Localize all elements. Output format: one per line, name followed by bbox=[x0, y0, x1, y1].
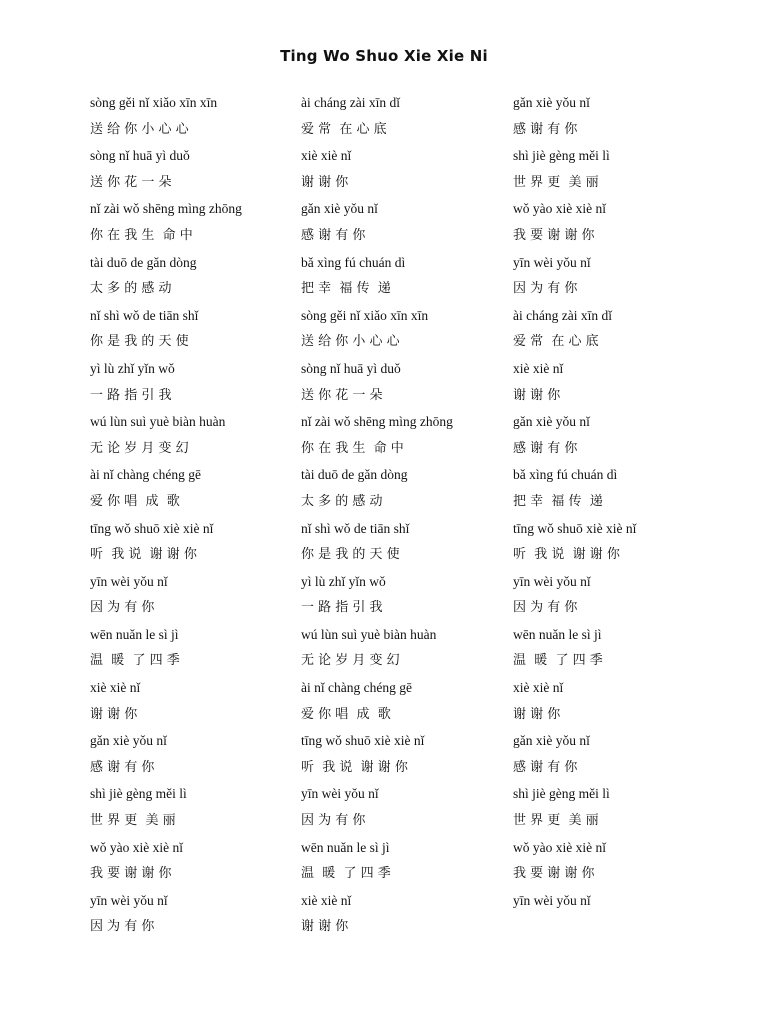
hanzi-line: 爱 常 在 心 底 bbox=[513, 334, 599, 350]
pinyin-line: shì jiè gèng měi lì bbox=[513, 148, 610, 164]
pinyin-line: sòng nǐ huā yì duǒ bbox=[301, 360, 401, 376]
hanzi-line: 因 为 有 你 bbox=[513, 281, 578, 297]
hanzi-line: 太 多 的 感 动 bbox=[301, 493, 383, 509]
pinyin-line: wēn nuǎn le sì jì bbox=[90, 626, 179, 642]
hanzi-line: 爱 常 在 心 底 bbox=[301, 121, 387, 137]
hanzi-line: 送 你 花 一 朵 bbox=[90, 174, 172, 190]
hanzi-line: 把 幸 福 传 递 bbox=[301, 281, 391, 297]
hanzi-line: 温 暖 了 四 季 bbox=[513, 653, 603, 669]
hanzi-line: 世 界 更 美 丽 bbox=[513, 813, 599, 829]
hanzi-line: 因 为 有 你 bbox=[513, 600, 578, 616]
hanzi-line: 我 要 谢 谢 你 bbox=[513, 227, 595, 243]
pinyin-line: gǎn xiè yǒu nǐ bbox=[301, 201, 378, 217]
pinyin-line: shì jiè gèng měi lì bbox=[513, 786, 610, 802]
hanzi-line: 爱 你 唱 成 歌 bbox=[301, 706, 391, 722]
hanzi-line: 一 路 指 引 我 bbox=[301, 600, 383, 616]
hanzi-line: 我 要 谢 谢 你 bbox=[90, 866, 172, 882]
pinyin-line: wú lùn suì yuè biàn huàn bbox=[301, 626, 437, 642]
hanzi-line: 谢 谢 你 bbox=[301, 919, 349, 935]
lyrics-column-2 bbox=[301, 90, 541, 941]
hanzi-line: 世 界 更 美 丽 bbox=[90, 813, 176, 829]
pinyin-line: tīng wǒ shuō xiè xiè nǐ bbox=[90, 520, 214, 536]
lyrics-column-1 bbox=[90, 90, 330, 941]
pinyin-line: xiè xiè nǐ bbox=[301, 148, 352, 164]
pinyin-line: yīn wèi yǒu nǐ bbox=[90, 892, 168, 908]
hanzi-line: 爱 你 唱 成 歌 bbox=[90, 493, 180, 509]
hanzi-line: 把 幸 福 传 递 bbox=[513, 493, 603, 509]
hanzi-line: 谢 谢 你 bbox=[513, 706, 561, 722]
pinyin-line: yīn wèi yǒu nǐ bbox=[513, 573, 591, 589]
pinyin-line: shì jiè gèng měi lì bbox=[90, 786, 187, 802]
hanzi-line: 因 为 有 你 bbox=[90, 919, 155, 935]
pinyin-line: wǒ yào xiè xiè nǐ bbox=[90, 839, 183, 855]
hanzi-line: 因 为 有 你 bbox=[90, 600, 155, 616]
hanzi-line: 你 在 我 生 命 中 bbox=[301, 440, 404, 456]
pinyin-line: yì lù zhǐ yǐn wǒ bbox=[90, 360, 175, 376]
pinyin-line: gǎn xiè yǒu nǐ bbox=[513, 733, 590, 749]
pinyin-line: sòng nǐ huā yì duǒ bbox=[90, 148, 190, 164]
pinyin-line: nǐ zài wǒ shēng mìng zhōng bbox=[90, 201, 242, 217]
pinyin-line: yīn wèi yǒu nǐ bbox=[513, 892, 591, 908]
hanzi-line: 送 给 你 小 心 心 bbox=[301, 334, 400, 350]
hanzi-line: 送 给 你 小 心 心 bbox=[90, 121, 189, 137]
pinyin-line: nǐ shì wǒ de tiān shǐ bbox=[301, 520, 410, 536]
hanzi-line: 太 多 的 感 动 bbox=[90, 281, 172, 297]
hanzi-line: 感 谢 有 你 bbox=[513, 121, 578, 137]
pinyin-line: wǒ yào xiè xiè nǐ bbox=[513, 839, 606, 855]
pinyin-line: ài nǐ chàng chéng gē bbox=[90, 467, 201, 483]
hanzi-line: 无 论 岁 月 变 幻 bbox=[301, 653, 400, 669]
pinyin-line: nǐ zài wǒ shēng mìng zhōng bbox=[301, 414, 453, 430]
pinyin-line: xiè xiè nǐ bbox=[513, 360, 564, 376]
pinyin-line: wēn nuǎn le sì jì bbox=[301, 839, 390, 855]
hanzi-line: 感 谢 有 你 bbox=[513, 440, 578, 456]
hanzi-line: 你 是 我 的 天 使 bbox=[90, 334, 189, 350]
hanzi-line: 感 谢 有 你 bbox=[513, 759, 578, 775]
hanzi-line: 一 路 指 引 我 bbox=[90, 387, 172, 403]
hanzi-line: 你 在 我 生 命 中 bbox=[90, 227, 193, 243]
pinyin-line: sòng gěi nǐ xiǎo xīn xīn bbox=[90, 95, 218, 110]
pinyin-line: tài duō de gǎn dòng bbox=[90, 254, 197, 270]
hanzi-line: 我 要 谢 谢 你 bbox=[513, 866, 595, 882]
pinyin-line: yīn wèi yǒu nǐ bbox=[301, 786, 379, 802]
hanzi-line: 感 谢 有 你 bbox=[90, 759, 155, 775]
hanzi-line: 温 暖 了 四 季 bbox=[90, 653, 180, 669]
pinyin-line: ài cháng zài xīn dǐ bbox=[301, 95, 400, 110]
hanzi-line: 你 是 我 的 天 使 bbox=[301, 547, 400, 563]
pinyin-line: ài cháng zài xīn dǐ bbox=[513, 307, 612, 323]
hanzi-line: 谢 谢 你 bbox=[513, 387, 561, 403]
pinyin-line: tài duō de gǎn dòng bbox=[301, 467, 408, 483]
pinyin-line: sòng gěi nǐ xiǎo xīn xīn bbox=[301, 307, 429, 323]
page-title: Ting Wo Shuo Xie Xie Ni bbox=[280, 47, 488, 65]
hanzi-line: 送 你 花 一 朵 bbox=[301, 387, 383, 403]
hanzi-line: 温 暖 了 四 季 bbox=[301, 866, 391, 882]
hanzi-line: 谢 谢 你 bbox=[90, 706, 138, 722]
hanzi-line: 听 我 说 谢 谢 你 bbox=[301, 759, 408, 775]
pinyin-line: wǒ yào xiè xiè nǐ bbox=[513, 201, 606, 217]
hanzi-line: 世 界 更 美 丽 bbox=[513, 174, 599, 190]
pinyin-line: xiè xiè nǐ bbox=[90, 680, 141, 696]
pinyin-line: gǎn xiè yǒu nǐ bbox=[513, 95, 590, 110]
hanzi-line: 因 为 有 你 bbox=[301, 813, 366, 829]
pinyin-line: gǎn xiè yǒu nǐ bbox=[90, 733, 167, 749]
lyrics-column-3 bbox=[513, 90, 753, 914]
hanzi-line: 听 我 说 谢 谢 你 bbox=[90, 547, 197, 563]
pinyin-line: xiè xiè nǐ bbox=[301, 892, 352, 908]
pinyin-line: yì lù zhǐ yǐn wǒ bbox=[301, 573, 386, 589]
pinyin-line: nǐ shì wǒ de tiān shǐ bbox=[90, 307, 199, 323]
pinyin-line: gǎn xiè yǒu nǐ bbox=[513, 414, 590, 430]
pinyin-line: yīn wèi yǒu nǐ bbox=[513, 254, 591, 270]
pinyin-line: ài nǐ chàng chéng gē bbox=[301, 680, 412, 696]
pinyin-line: bǎ xìng fú chuán dì bbox=[513, 467, 618, 483]
pinyin-line: wú lùn suì yuè biàn huàn bbox=[90, 414, 226, 430]
pinyin-line: xiè xiè nǐ bbox=[513, 680, 564, 696]
pinyin-line: tīng wǒ shuō xiè xiè nǐ bbox=[513, 520, 637, 536]
hanzi-line: 谢 谢 你 bbox=[301, 174, 349, 190]
pinyin-line: bǎ xìng fú chuán dì bbox=[301, 254, 406, 270]
pinyin-line: yīn wèi yǒu nǐ bbox=[90, 573, 168, 589]
hanzi-line: 听 我 说 谢 谢 你 bbox=[513, 547, 620, 563]
hanzi-line: 感 谢 有 你 bbox=[301, 227, 366, 243]
pinyin-line: tīng wǒ shuō xiè xiè nǐ bbox=[301, 733, 425, 749]
pinyin-line: wēn nuǎn le sì jì bbox=[513, 626, 602, 642]
hanzi-line: 无 论 岁 月 变 幻 bbox=[90, 440, 189, 456]
